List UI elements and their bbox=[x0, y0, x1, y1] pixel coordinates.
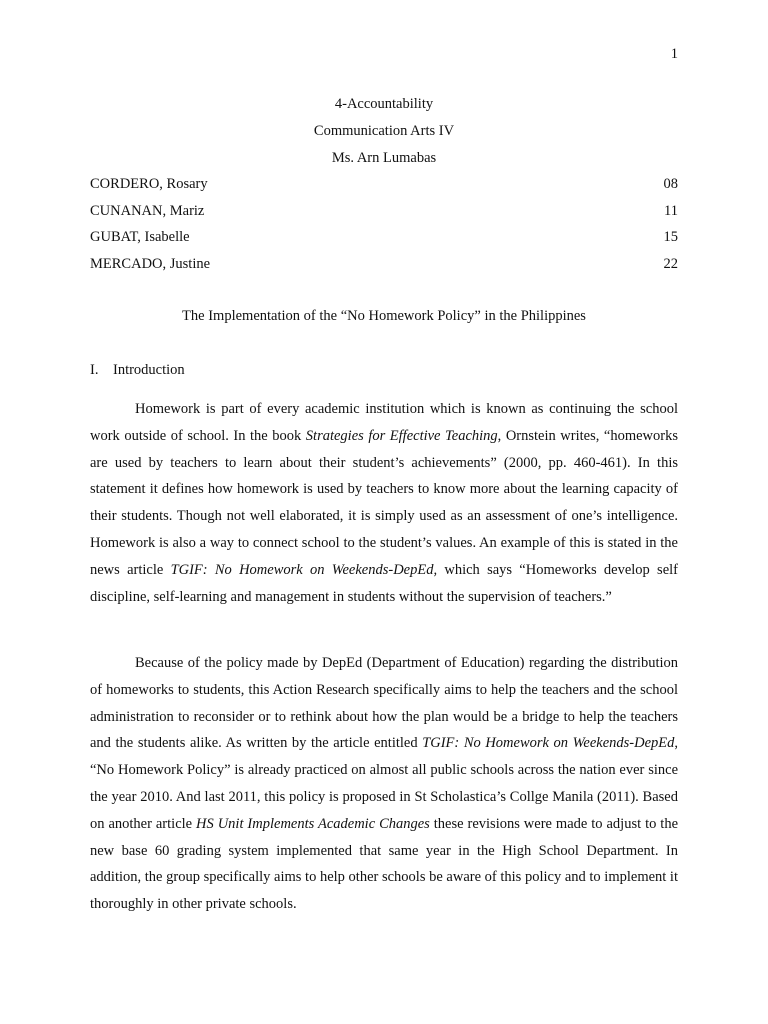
section-heading bbox=[90, 358, 185, 382]
member-name: GUBAT, Isabelle bbox=[90, 229, 190, 246]
member-name: CORDERO, Rosary bbox=[90, 176, 208, 192]
section-label: 4-Accountability bbox=[334, 96, 434, 112]
paragraph-text: , “No Homework Policy” is already practiced on almost all public schools across the nation ever since the year 2010. And last 2011, this policy is proposed in St Scholastica’s Collge Manila (2011). Based on another article bbox=[90, 735, 678, 832]
member-number: 22 bbox=[663, 256, 678, 273]
paragraph-text: Homework is part of every academic institution which is known as continuing the school work outside of school. In the book bbox=[90, 401, 678, 444]
member-number: 15 bbox=[663, 229, 678, 246]
member-row bbox=[90, 224, 678, 251]
member-row bbox=[90, 198, 678, 225]
paragraph-text: Because of the policy made by DepEd (Department of Education) regarding the distribution of homeworks to students, this Action Research specifically aims to help the teachers and the school administration to reconsider or to rethink about how the plan would be a bridge to help the teachers and the students alike. As written by the article entitled bbox=[90, 655, 678, 752]
member-number: 11 bbox=[664, 202, 678, 219]
page-number: 1 bbox=[670, 46, 678, 62]
book-title: Strategies for Effective Teaching bbox=[305, 427, 498, 444]
paragraph-text: , Ornstein writes, “homeworks are used by teachers to learn about their student’s achievements” (2000, pp. 460-461). In this statement it defines how homework is used by teachers to know more about the learning capacity of their students. Though not well elaborated, it is simply used as an assessment of one’s intelligence. Homework is also a way to connect school to the student’s values. An example of this is stated in the news article bbox=[90, 427, 678, 578]
members-list bbox=[90, 171, 678, 278]
member-number: 08 bbox=[663, 176, 678, 192]
paragraph-introduction-1 bbox=[90, 396, 678, 610]
paragraph-text: which says “Homeworks develop self discipline, self-learning and management in students without the supervision of teachers.” bbox=[90, 561, 678, 605]
article-title: TGIF: No Homework on Weekends-DepEd, bbox=[170, 561, 438, 578]
paragraph-introduction-2 bbox=[90, 650, 678, 918]
document-header bbox=[0, 91, 768, 171]
paragraph-text: these revisions were made to adjust to the new base 60 grading system implemented that same year in the High School Department. In addition, the group specifically aims to help other schools be aware of this policy and to implement it thoroughly in other private schools. bbox=[90, 815, 679, 913]
member-row bbox=[90, 251, 678, 278]
article-title: HS Unit Implements Academic Changes bbox=[196, 815, 430, 832]
document-title: The Implementation of the “No Homework Policy” in the Philippines bbox=[182, 308, 586, 324]
member-name: CUNANAN, Mariz bbox=[90, 202, 205, 219]
article-title: TGIF: No Homework on Weekends-DepEd bbox=[422, 735, 675, 752]
section-numeral: I. bbox=[90, 362, 99, 378]
teacher-label: Ms. Arn Lumabas bbox=[331, 149, 437, 166]
member-row bbox=[90, 171, 678, 198]
member-name: MERCADO, Justine bbox=[90, 256, 211, 273]
course-label: Communication Arts IV bbox=[313, 122, 455, 139]
section-label: Introduction bbox=[113, 362, 185, 378]
